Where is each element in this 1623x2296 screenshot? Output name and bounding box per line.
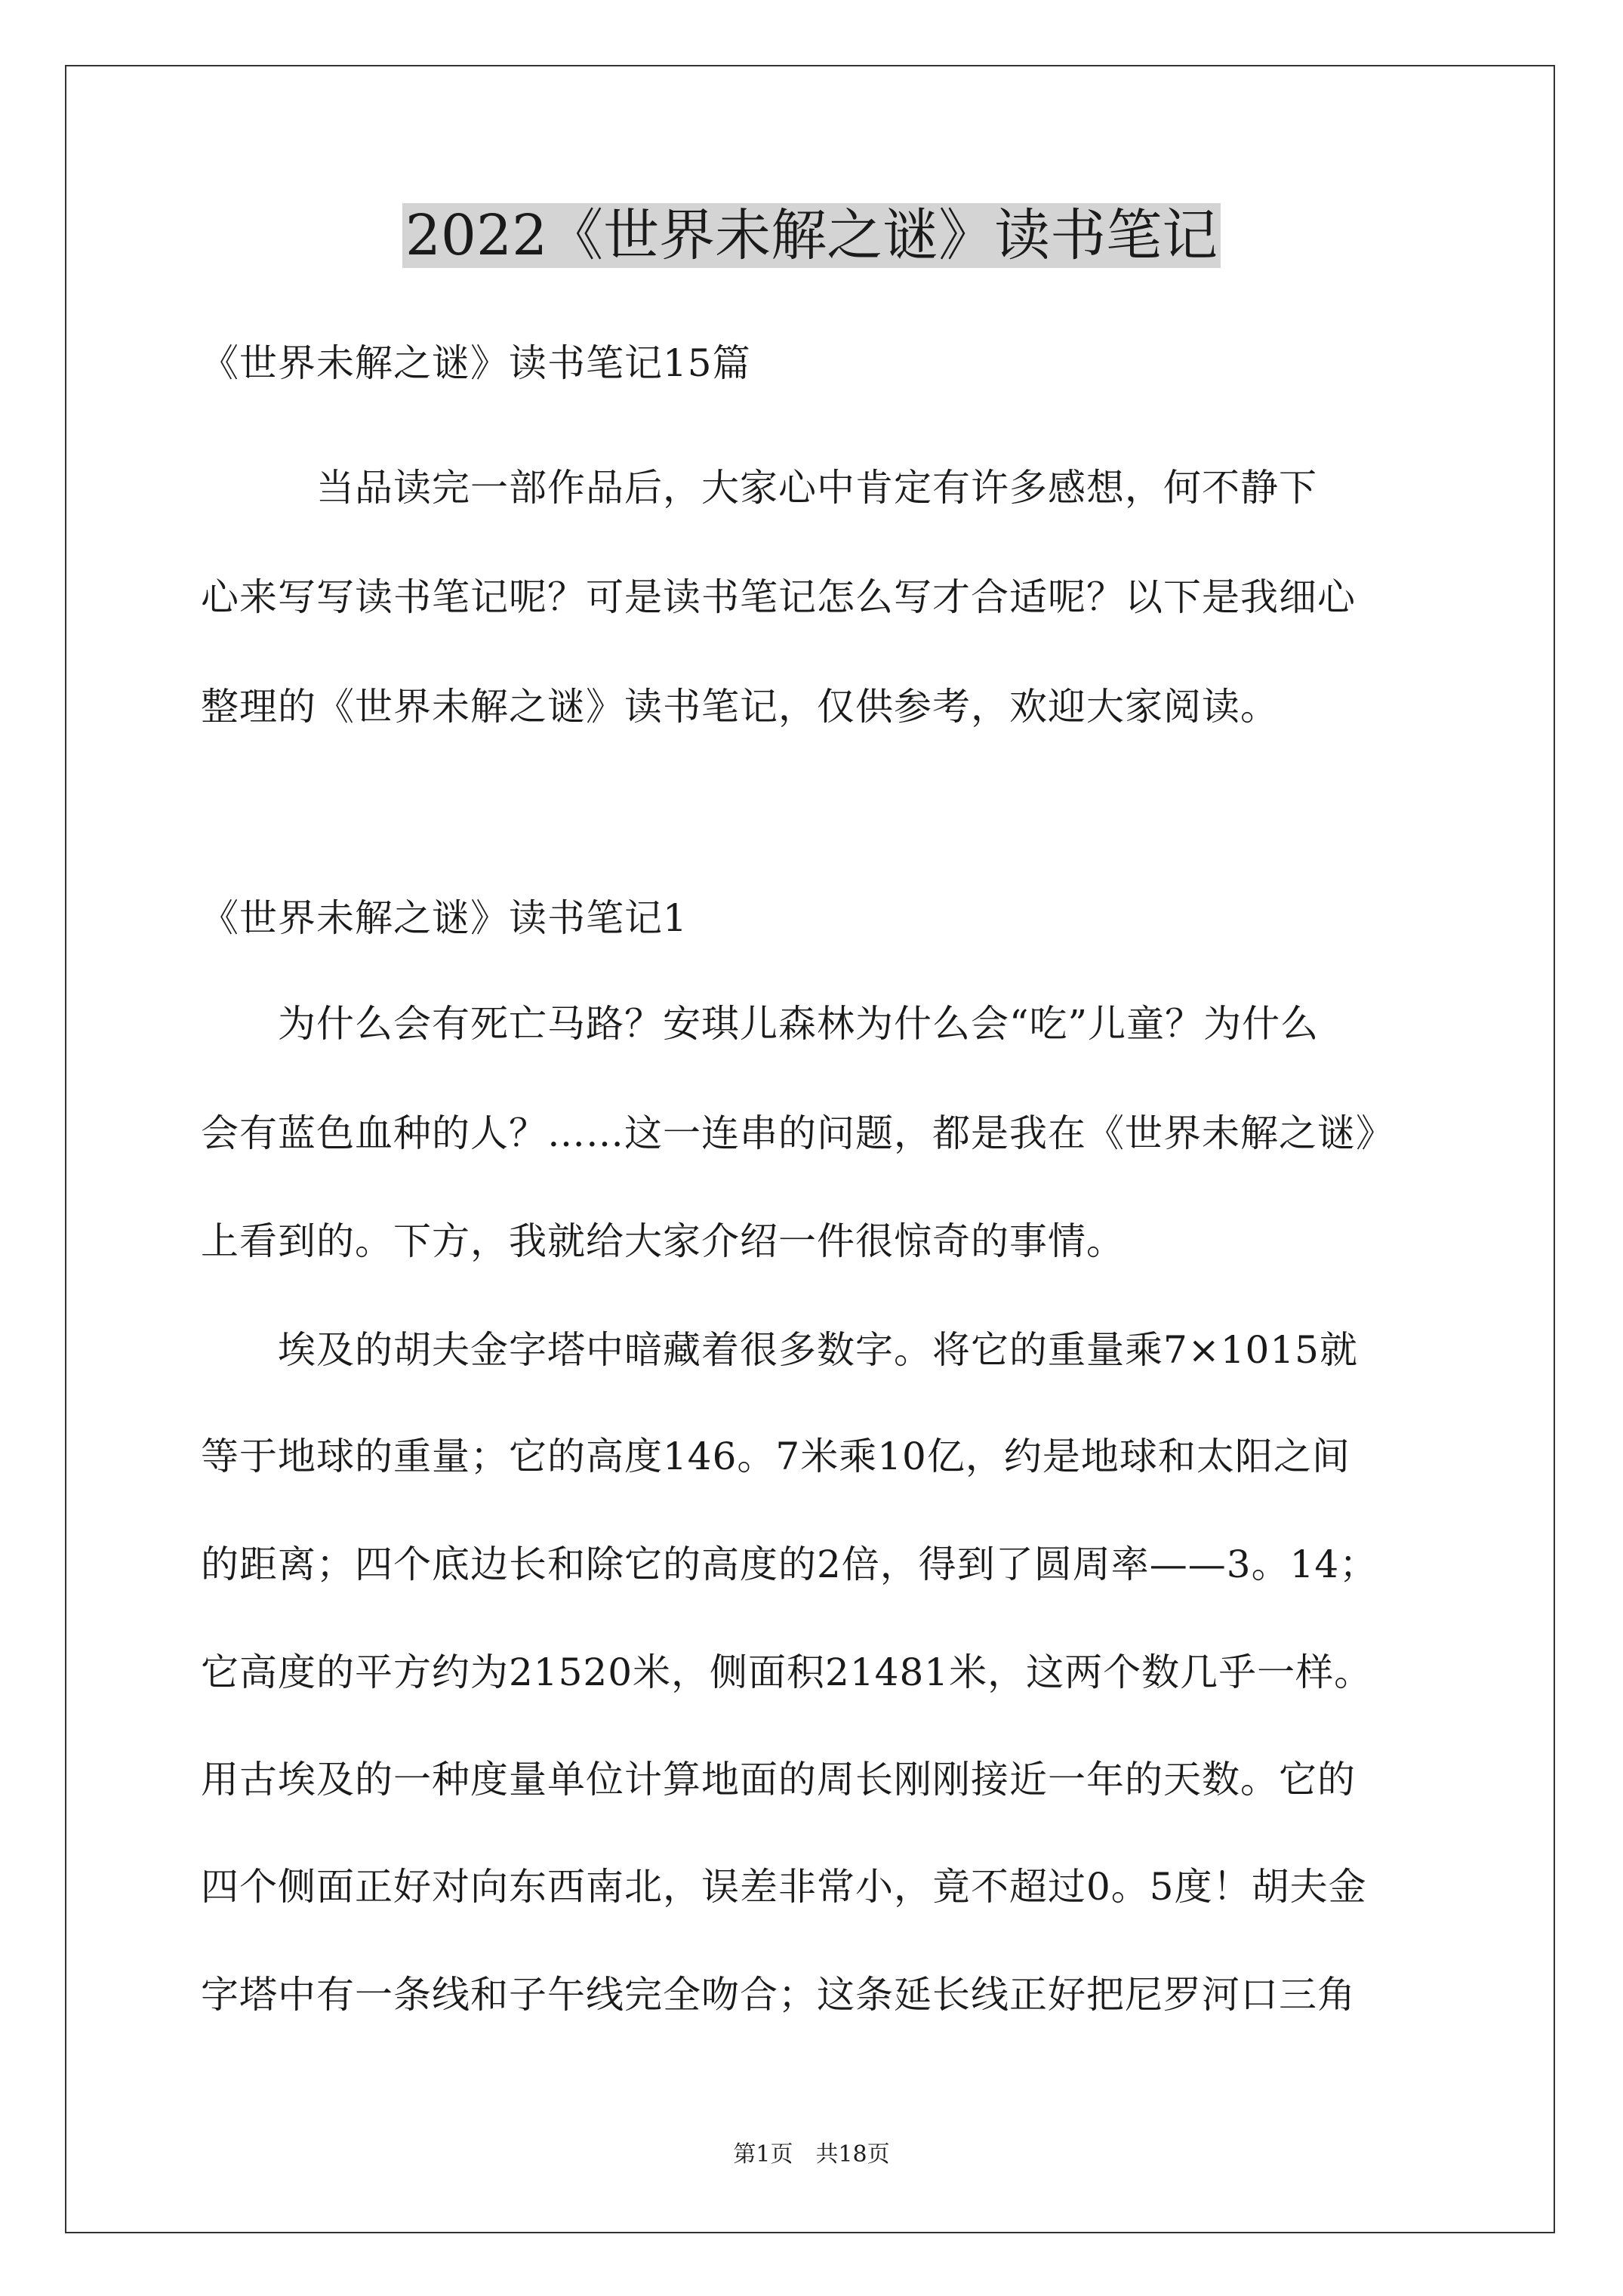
body-line: 字塔中有一条线和子午线完全吻合；这条延长线正好把尼罗河口三角 [201, 1973, 1356, 2017]
section-heading: 《世界未解之谜》读书笔记1 [201, 896, 688, 940]
body-line: 会有蓝色血种的人？……这一连串的问题，都是我在《世界未解之谜》 [201, 1111, 1394, 1155]
subtitle: 《世界未解之谜》读书笔记15篇 [201, 341, 751, 385]
intro-line: 整理的《世界未解之谜》读书笔记，仅供参考，欢迎大家阅读。 [201, 685, 1279, 729]
body-line: 为什么会有死亡马路？安琪儿森林为什么会“吃”儿童？为什么 [201, 1002, 1320, 1046]
body-line: 四个侧面正好对向东西南北，误差非常小，竟不超过0。5度！胡夫金 [201, 1865, 1367, 1909]
intro-line: 心来写写读书笔记呢？可是读书笔记怎么写才合适呢？以下是我细心 [201, 575, 1356, 619]
intro-line: 当品读完一部作品后，大家心中肯定有许多感想，何不静下 [201, 466, 1317, 510]
body-line: 它高度的平方约为21520米，侧面积21481米，这两个数几乎一样。 [201, 1650, 1373, 1694]
body-line: 等于地球的重量；它的高度146。7米乘10亿，约是地球和太阳之间 [201, 1435, 1350, 1478]
body-line: 用古埃及的一种度量单位计算地面的周长刚刚接近一年的天数。它的 [201, 1758, 1356, 1801]
document-title [0, 198, 1623, 273]
body-line: 上看到的。下方，我就给大家介绍一件很惊奇的事情。 [201, 1219, 1125, 1263]
body-line: 的距离；四个底边长和除它的高度的2倍，得到了圆周率——3。14； [201, 1542, 1378, 1586]
document-title-text: 2022《世界未解之谜》读书笔记 [402, 203, 1221, 268]
page-footer: 第1页 共18页 [733, 2141, 890, 2168]
body-line: 埃及的胡夫金字塔中暗藏着很多数字。将它的重量乘7×1015就 [201, 1328, 1358, 1372]
